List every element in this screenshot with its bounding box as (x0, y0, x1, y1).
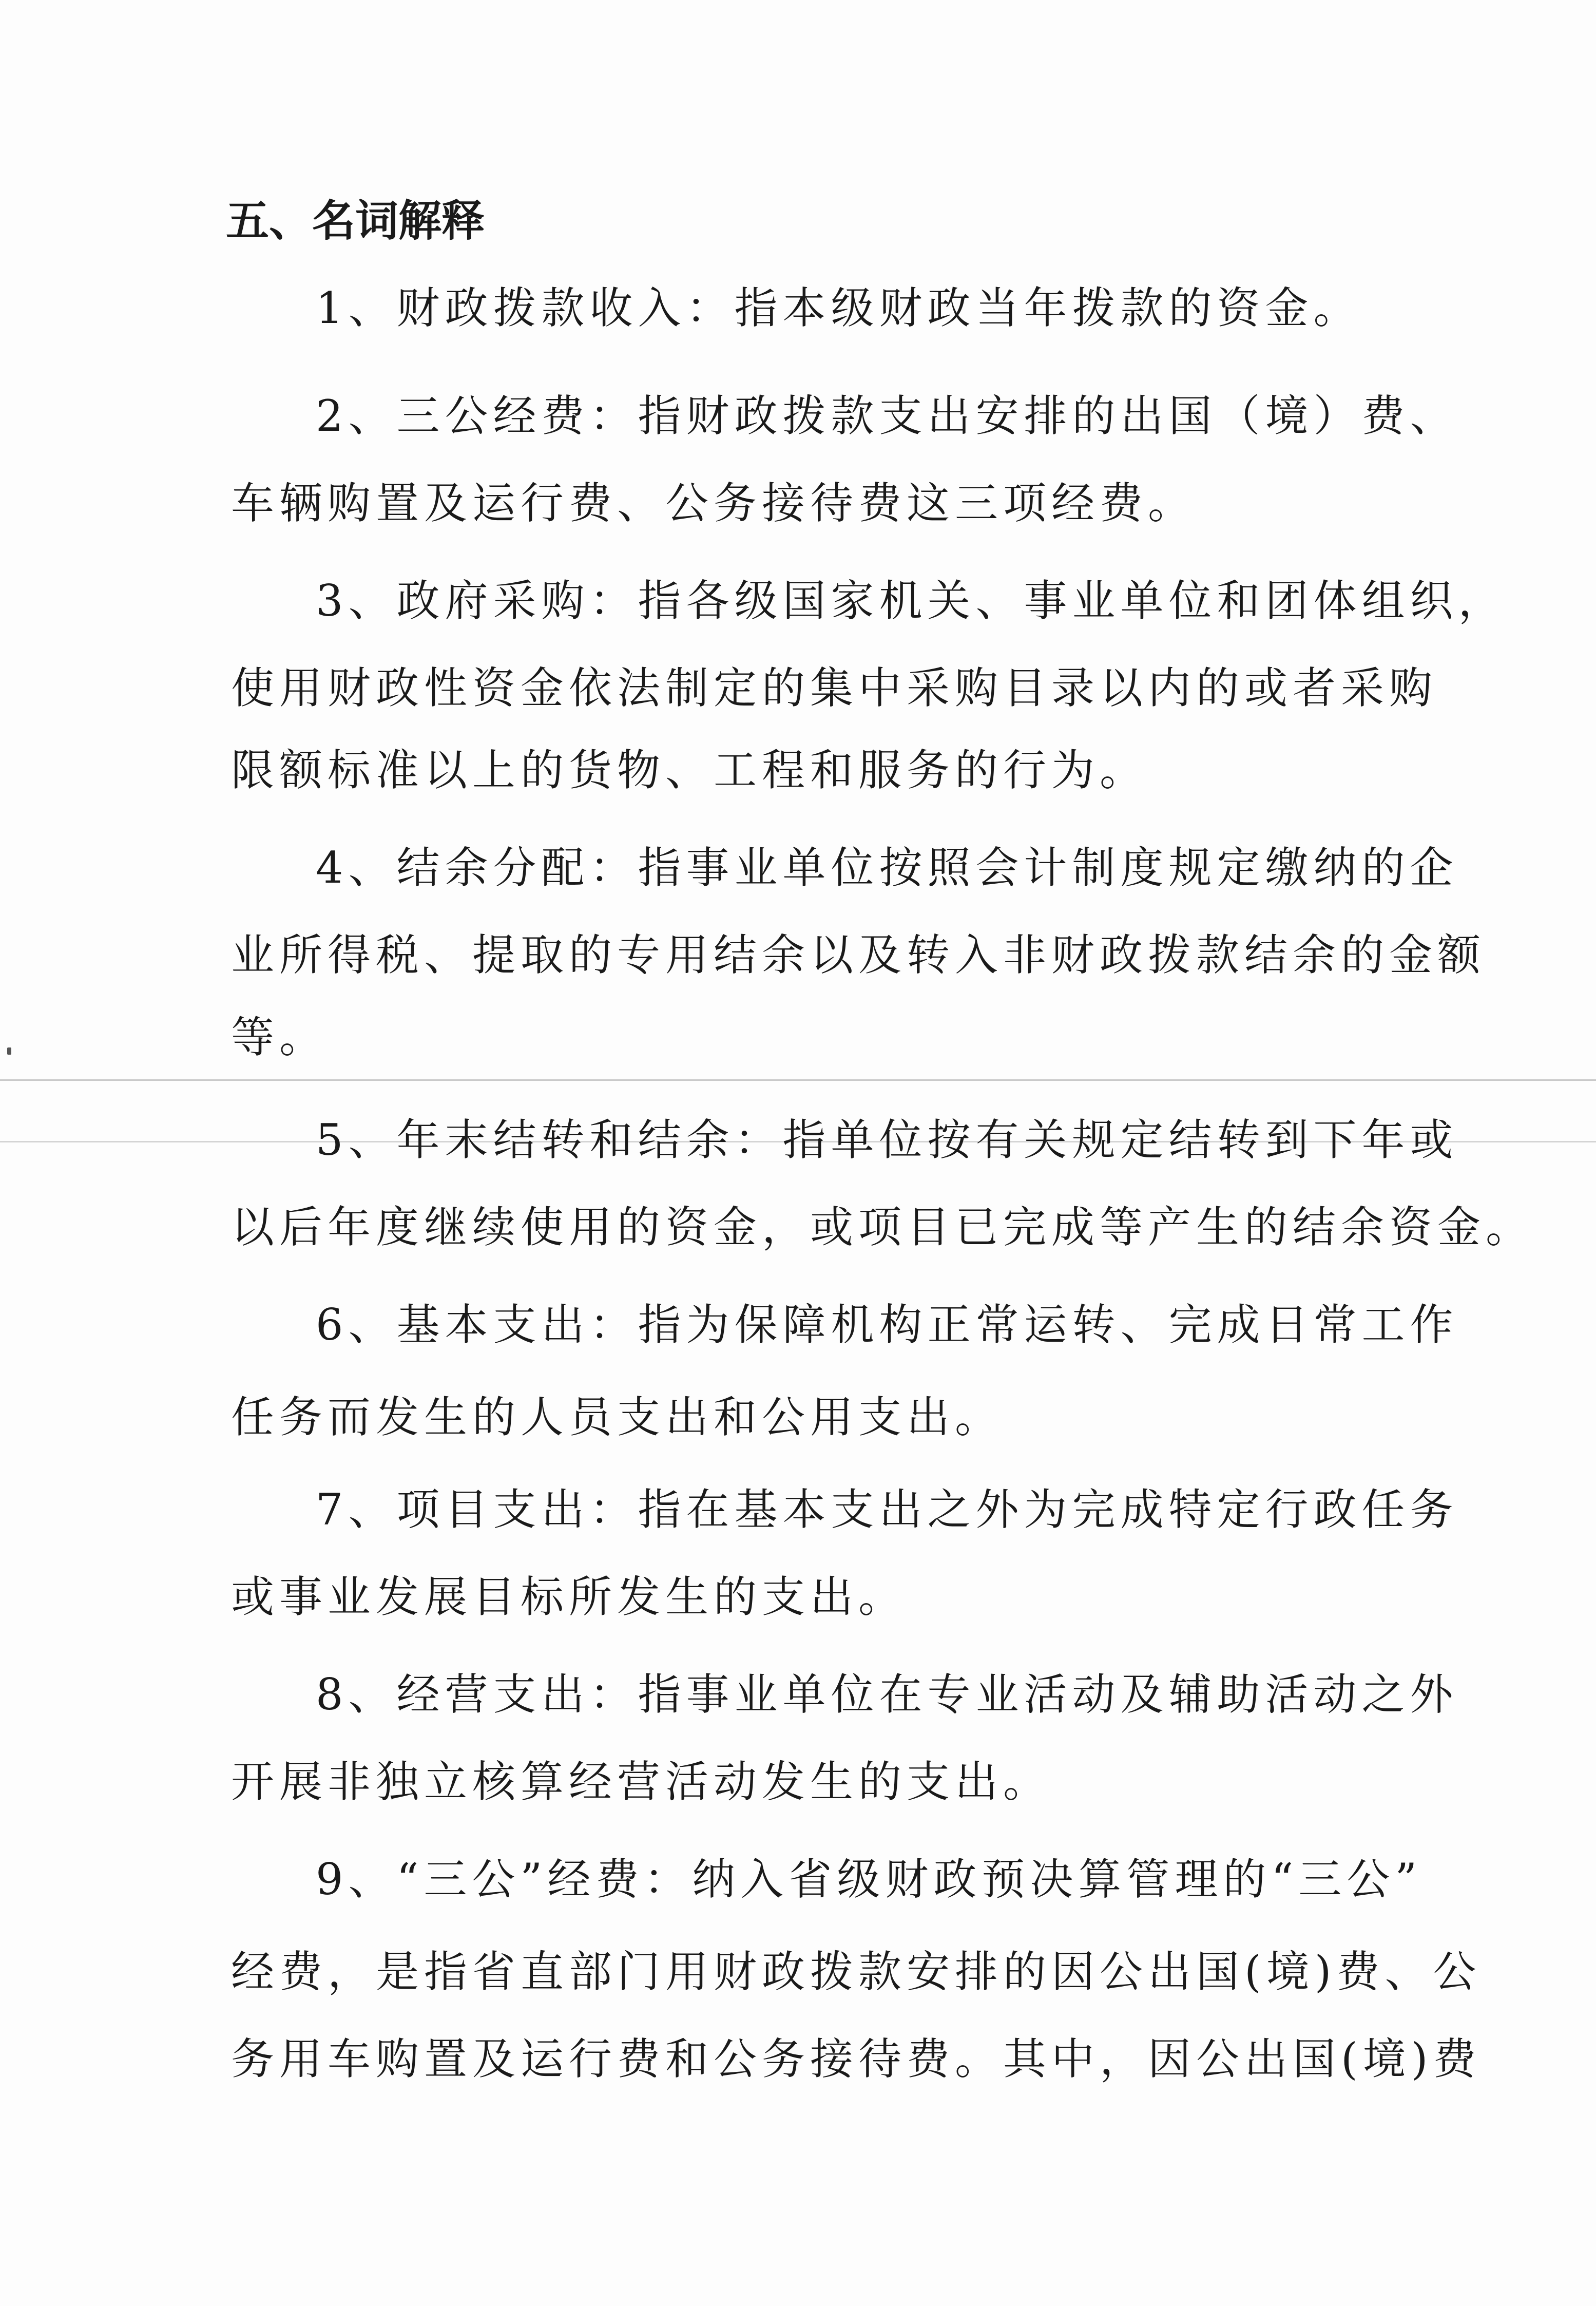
paragraph-line: 7、项目支出：指在基本支出之外为完成特定行政任务 (316, 1484, 1458, 1535)
scan-artifact-line (0, 1079, 1596, 1081)
paragraph-line: 使用财政性资金依法制定的集中采购目录以内的或者采购 (231, 663, 1438, 713)
paragraph-line: 3、政府采购：指各级国家机关、事业单位和团体组织， (316, 576, 1507, 626)
paragraph-line: 9、“三公”经费：纳入省级财政预决算管理的“三公” (316, 1854, 1422, 1904)
paragraph-line: 车辆购置及运行费、公务接待费这三项经费。 (231, 478, 1197, 528)
paragraph-line: 8、经营支出：指事业单位在专业活动及辅助活动之外 (316, 1669, 1458, 1720)
paragraph-line: 5、年末结转和结余：指单位按有关规定结转到下年或 (316, 1115, 1458, 1165)
paragraph-line: 任务而发生的人员支出和公用支出。 (231, 1392, 1004, 1442)
paragraph-line: 2、三公经费：指财政拨款支出安排的出国（境）费、 (316, 391, 1458, 441)
paragraph-line: 或事业发展目标所发生的支出。 (231, 1572, 907, 1622)
paragraph-line: 业所得税、提取的专用结余以及转入非财政拨款结余的金额 (231, 930, 1486, 980)
paragraph-line: 4、结余分配：指事业单位按照会计制度规定缴纳的企 (316, 843, 1458, 893)
paragraph-line: 以后年度继续使用的资金，或项目已完成等产生的结余资金。 (231, 1202, 1534, 1252)
paragraph-line: 开展非独立核算经营活动发生的支出。 (231, 1757, 1052, 1807)
paragraph-line: 限额标准以上的货物、工程和服务的行为。 (231, 745, 1148, 795)
section-heading: 五、名词解释 (226, 196, 485, 246)
paragraph-line: 经费，是指省直部门用财政拨款安排的因公出国(境)费、公 (231, 1947, 1482, 1997)
scan-speck (7, 1047, 11, 1055)
paragraph-line: 1、财政拨款收入：指本级财政当年拨款的资金。 (316, 283, 1362, 333)
paragraph-line: 等。 (231, 1012, 328, 1062)
paragraph-line: 务用车购置及运行费和公务接待费。其中，因公出国(境)费 (231, 2034, 1482, 2084)
paragraph-line: 6、基本支出：指为保障机构正常运转、完成日常工作 (316, 1300, 1458, 1350)
